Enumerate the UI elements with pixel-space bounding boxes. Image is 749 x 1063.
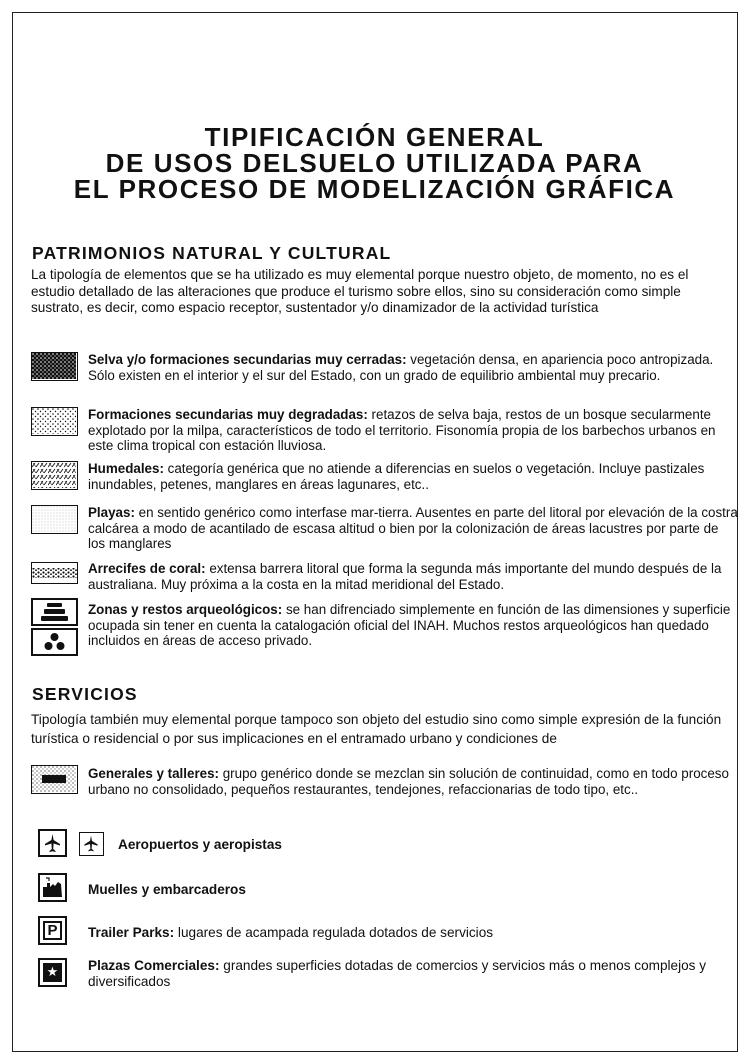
legend-term: Playas:	[88, 505, 135, 520]
title-line-1: TIPIFICACIÓN GENERAL	[204, 122, 545, 152]
legend-item-general-services	[88, 766, 738, 797]
legend-desc: grupo genérico donde se mezclan sin solución de continuidad, como en todo proceso urbano no consolidado, pequeños restaurantes, tendejones, refaccionarias de todo tipo, etc..	[88, 766, 729, 797]
page-title	[0, 124, 749, 202]
parking-letter: P	[43, 921, 62, 940]
patrimonios-intro: La tipología de elementos que se ha utilizado es muy elemental porque nuestro objeto, de momento, no es el estudio detallado de las alteraciones que produce el turismo sobre ellos, sino su consideración como simple sustrato, es decir, como espacio receptor, sustentador y/o dinamizador de la actividad turística	[31, 267, 689, 315]
shopping-plaza-icon	[38, 958, 67, 987]
dense-jungle-swatch	[31, 352, 78, 381]
legend-desc: extensa barrera litoral que forma la segunda más importante del mundo después de la australiana. Muy próxima a la costa en la mitad meridional del Estado.	[88, 561, 722, 592]
star-icon: ★	[43, 963, 62, 982]
beaches-swatch	[31, 505, 78, 534]
servicios-heading: SERVICIOS	[32, 684, 138, 704]
legend-item-archaeological	[88, 602, 738, 649]
legend-term: Humedales:	[88, 461, 164, 476]
legend-desc: en sentido genérico como interfase mar-tierra. Ausentes en parte del litoral por elevación de la costra calcárea a modo de acantilado de escasa altitud o bien por la colonización de áreas lacustres por parte de los manglares	[88, 505, 738, 552]
legend-item-airports: Aeropuertos y aeropistas	[118, 837, 282, 852]
legend-item-dense-jungle	[88, 352, 738, 383]
degraded-forest-swatch	[31, 407, 78, 436]
legend-desc: retazos de selva baja, restos de un bosque secularmente explotado por la milpa, característicos de todo el territorio. Fisonomía propia de los barbechos urbanos en este clima tropical con estación lluviosa.	[88, 407, 716, 454]
wetlands-swatch	[31, 461, 78, 490]
legend-term: Arrecifes de coral:	[88, 561, 206, 576]
pyramid-icon	[31, 598, 78, 626]
legend-item-coral-reefs	[88, 561, 738, 592]
airport-icon	[38, 829, 67, 857]
legend-term: Plazas Comerciales:	[88, 958, 220, 973]
legend-item-docks: Muelles y embarcaderos	[88, 882, 246, 897]
dock-icon	[38, 873, 67, 902]
legend-term: Generales y talleres:	[88, 766, 220, 781]
servicios-intro: Tipología también muy elemental porque tampoco son objeto del estudio sino como simple expresión de la función turística o residencial o por sus implicaciones en el entramado urbano y condiciones de	[31, 712, 722, 746]
legend-term: Selva y/o formaciones secundarias muy cerradas:	[88, 352, 407, 367]
legend-desc: categoría genérica que no atiende a diferencias en suelos o vegetación. Incluye pastizales inundables, petenes, manglares en áreas lagunares, etc..	[88, 461, 705, 492]
legend-desc: se han difrenciado simplemente en función de las dimensiones y superficie ocupada sin tener en cuenta la catalogación oficial del INAH. Muchos restos arqueológicos han quedado incluidos en áreas de acceso privado.	[88, 602, 731, 649]
airstrip-icon	[79, 832, 104, 856]
legend-item-degraded-forest	[88, 407, 738, 454]
legend-term: Zonas y restos arqueológicos:	[88, 602, 283, 617]
legend-desc: grandes superficies dotadas de comercios y servicios más o menos complejos y diversificados	[88, 958, 707, 989]
legend-term: Formaciones secundarias muy degradadas:	[88, 407, 368, 422]
legend-desc: lugares de acampada regulada dotados de servicios	[174, 925, 494, 940]
legend-item-wetlands	[88, 461, 738, 492]
legend-item-shopping-plazas	[88, 958, 728, 990]
legend-desc: vegetación densa, en apariencia poco antropizada. Sólo existen en el interior y el sur del Estado, con un grado de equilibrio ambiental muy precario.	[88, 352, 714, 383]
archaeological-remains-icon	[31, 628, 78, 656]
title-line-3: EL PROCESO DE MODELIZACIÓN GRÁFICA	[73, 174, 676, 204]
legend-item-trailer-parks	[88, 925, 493, 940]
title-line-2: DE USOS DELSUELO UTILIZADA PARA	[105, 148, 644, 178]
coral-reef-swatch	[31, 562, 78, 584]
parking-icon	[38, 916, 67, 945]
general-services-swatch	[31, 765, 78, 794]
legend-item-beaches	[88, 505, 738, 552]
patrimonios-heading: PATRIMONIOS NATURAL Y CULTURAL	[32, 243, 392, 263]
legend-term: Trailer Parks:	[88, 925, 175, 940]
